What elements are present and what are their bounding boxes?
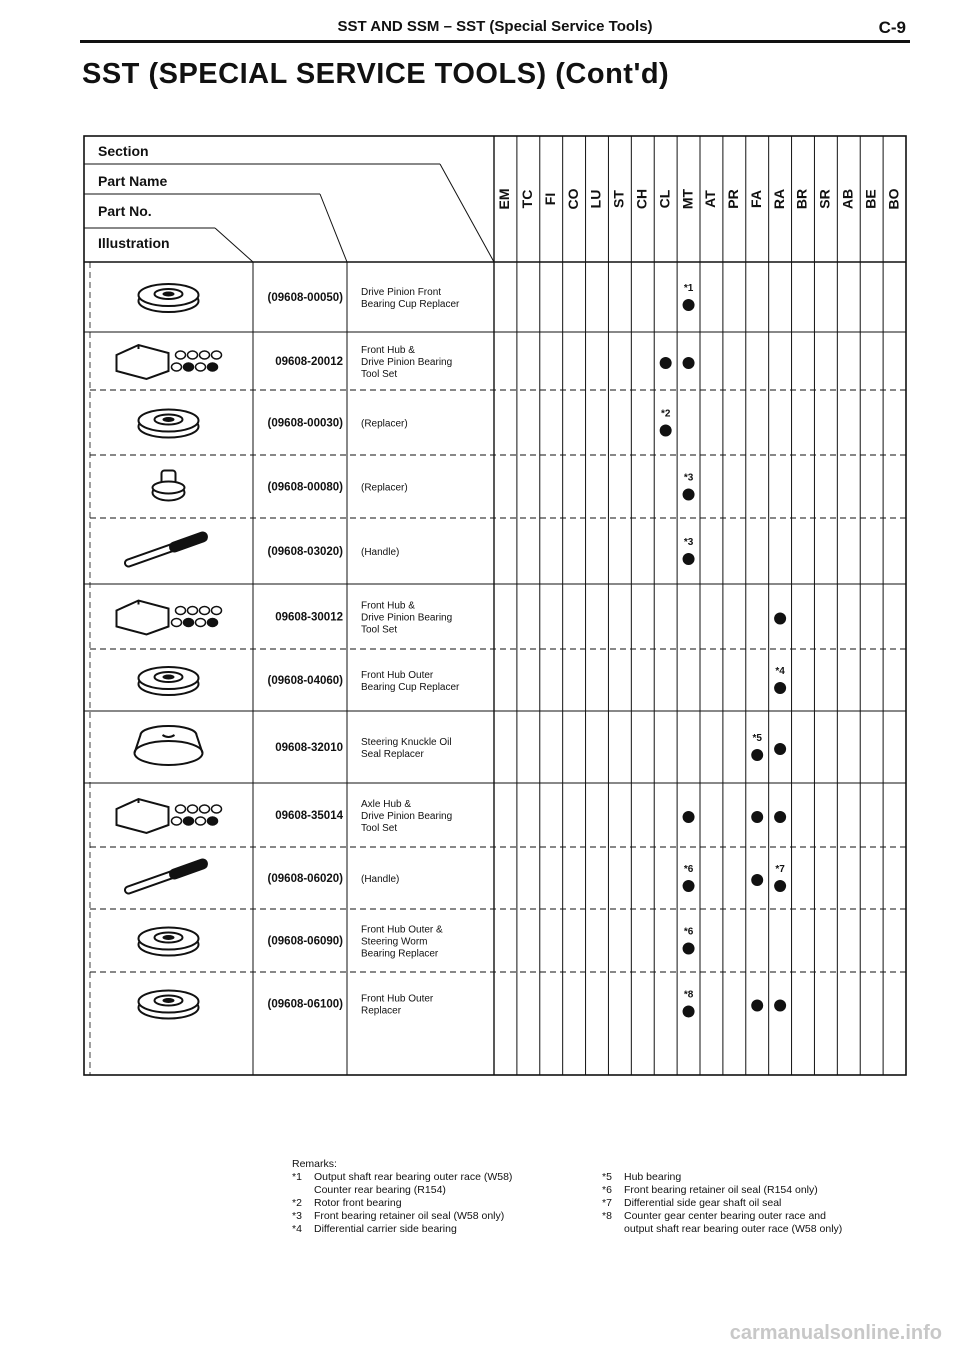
column-label-fa: FA xyxy=(747,190,764,208)
part-name-line: Drive Pinion Bearing xyxy=(361,612,453,624)
part-name-line: Tool Set xyxy=(361,369,398,380)
part-name-line: (Replacer) xyxy=(361,418,408,430)
seal-replacer-icon xyxy=(135,726,203,765)
part-name-line: Front Hub Outer & xyxy=(361,924,443,936)
part-name-line: Bearing Replacer xyxy=(361,948,439,960)
header-diagonal xyxy=(440,164,494,262)
applicability-dot xyxy=(774,743,786,755)
part-name-line: Front Hub & xyxy=(361,345,415,356)
column-label-co: CO xyxy=(564,188,581,210)
header-label-part-no-: Part No. xyxy=(98,203,152,219)
applicability-dot xyxy=(751,811,763,823)
part-number: (09608-04060) xyxy=(267,675,343,687)
applicability-dot xyxy=(751,749,763,761)
part-number: 09608-20012 xyxy=(275,356,343,368)
part-name-line: Bearing Cup Replacer xyxy=(361,299,460,310)
header-rule xyxy=(80,40,910,43)
remark-mark: *7 xyxy=(602,1197,612,1209)
remark-item xyxy=(602,1171,912,1184)
applicability-dot xyxy=(774,880,786,892)
part-name-line: Axle Hub & xyxy=(361,799,412,810)
column-label-sr: SR xyxy=(816,189,833,209)
part-name-line: Drive Pinion Bearing xyxy=(361,357,453,368)
header-diagonal xyxy=(215,228,253,262)
part-number: (09608-00050) xyxy=(267,292,343,304)
remark-item xyxy=(292,1197,602,1210)
part-name-line: Drive Pinion Bearing xyxy=(361,811,453,822)
applicability-dot xyxy=(774,613,786,625)
remark-text: Differential carrier side bearing xyxy=(314,1223,457,1235)
part-name-line: Steering Worm xyxy=(361,936,428,948)
part-number: (09608-06020) xyxy=(267,873,343,885)
remark-item xyxy=(292,1223,602,1236)
tool-set-case-icon xyxy=(117,345,222,379)
applicability-dot xyxy=(660,357,672,369)
remark-text: Front bearing retainer oil seal (W58 only) xyxy=(314,1210,505,1222)
part-name-line: Tool Set xyxy=(361,823,398,834)
remarks-right-column xyxy=(602,1171,912,1236)
part-name-line: Seal Replacer xyxy=(361,749,424,760)
part-name-line: Front Hub Outer xyxy=(361,670,434,681)
running-header xyxy=(80,16,910,38)
header-label-illustration: Illustration xyxy=(98,235,170,251)
mark-note: *1 xyxy=(683,283,694,294)
column-label-tc: TC xyxy=(519,189,536,209)
handle-rod-icon xyxy=(129,537,203,563)
part-name-line: (Handle) xyxy=(361,874,400,885)
applicability-dot xyxy=(751,874,763,886)
remark-text: Counter gear center bearing outer race and output shaft rear bearing outer race (W58 only) xyxy=(624,1210,843,1235)
replacer-cap-icon xyxy=(153,471,185,501)
remark-mark: *2 xyxy=(292,1197,302,1209)
mark-note: *3 xyxy=(683,472,694,484)
remark-mark: *4 xyxy=(292,1223,302,1235)
column-label-at: AT xyxy=(702,190,719,208)
part-number: 09608-30012 xyxy=(275,611,343,624)
applicability-dot xyxy=(683,553,695,565)
remark-text: Output shaft rear bearing outer race (W58) Counter rear bearing (R154) xyxy=(314,1171,513,1196)
mark-note: *7 xyxy=(775,864,785,875)
applicability-dot xyxy=(683,299,695,311)
part-name-line: Steering Knuckle Oil xyxy=(361,737,452,748)
mark-note: *3 xyxy=(683,537,694,548)
page-number: C-9 xyxy=(878,18,906,37)
applicability-dot xyxy=(683,880,695,892)
part-number: (09608-06100) xyxy=(267,998,343,1011)
part-number: (09608-00030) xyxy=(267,417,343,430)
part-name-line: Replacer xyxy=(361,1005,402,1017)
column-label-bo: BO xyxy=(885,188,902,210)
part-number: (09608-06090) xyxy=(267,935,343,948)
column-label-ch: CH xyxy=(633,188,650,210)
column-label-lu: LU xyxy=(587,189,604,209)
remark-text: Rotor front bearing xyxy=(314,1197,402,1209)
applicability-dot xyxy=(774,811,786,823)
column-label-fi: FI xyxy=(541,192,558,206)
mark-note: *4 xyxy=(775,666,785,677)
tool-set-case-icon xyxy=(117,601,222,635)
replacer-disc-icon xyxy=(139,991,199,1019)
remark-item xyxy=(602,1197,912,1210)
remarks-title: Remarks: xyxy=(292,1158,337,1170)
part-number: (09608-03020) xyxy=(267,546,343,558)
header-diagonal xyxy=(320,194,347,262)
mark-note: *5 xyxy=(752,733,762,744)
column-label-be: BE xyxy=(862,189,879,209)
page-title: SST (SPECIAL SERVICE TOOLS) (Cont'd) xyxy=(82,58,670,90)
mark-note: *6 xyxy=(683,864,694,875)
tool-set-case-icon xyxy=(117,799,222,833)
remarks xyxy=(292,1158,912,1236)
mark-note: *6 xyxy=(683,926,694,938)
column-label-cl: CL xyxy=(656,189,673,209)
applicability-dot xyxy=(774,1000,786,1012)
part-number: (09608-00080) xyxy=(267,481,343,494)
mark-note: *2 xyxy=(660,408,671,420)
remark-text: Differential side gear shaft oil seal xyxy=(624,1197,782,1209)
handle-rod-icon xyxy=(129,864,203,890)
header-label-section: Section xyxy=(98,143,149,159)
header-section-line: SST AND SSM – SST (Special Service Tools) xyxy=(337,18,653,35)
remark-item xyxy=(602,1184,912,1197)
remark-mark: *3 xyxy=(292,1210,302,1222)
part-name-line: Drive Pinion Front xyxy=(361,287,442,298)
remarks-left-column xyxy=(292,1171,602,1236)
part-name-line: Front Hub Outer xyxy=(361,993,434,1005)
replacer-disc-icon xyxy=(139,928,199,956)
header-label-part-name: Part Name xyxy=(98,173,168,189)
part-name-line: Bearing Cup Replacer xyxy=(361,682,460,693)
replacer-disc-icon xyxy=(139,410,199,438)
part-number: 09608-32010 xyxy=(275,742,343,754)
column-label-ra: RA xyxy=(770,188,787,210)
column-label-pr: PR xyxy=(725,189,742,209)
remark-item xyxy=(292,1210,602,1223)
part-name-line: Tool Set xyxy=(361,624,398,636)
applicability-dot xyxy=(683,943,695,955)
part-name-line: (Replacer) xyxy=(361,482,408,494)
table-frame xyxy=(84,136,906,1075)
applicability-dot xyxy=(683,357,695,369)
part-number: 09608-35014 xyxy=(275,810,343,822)
remark-item xyxy=(292,1171,602,1197)
applicability-dot xyxy=(774,682,786,694)
remark-mark: *6 xyxy=(602,1184,612,1196)
part-name-line: (Handle) xyxy=(361,547,400,558)
column-label-st: ST xyxy=(610,190,627,208)
bearing-cup-replacer-icon xyxy=(139,284,199,312)
part-name-line: Front Hub & xyxy=(361,600,415,612)
applicability-dot xyxy=(683,1006,695,1018)
mark-note: *8 xyxy=(683,989,694,1001)
remark-mark: *8 xyxy=(602,1210,612,1222)
column-label-mt: MT xyxy=(679,188,696,210)
column-label-br: BR xyxy=(793,188,810,210)
remark-mark: *5 xyxy=(602,1171,612,1183)
applicability-dot xyxy=(660,425,672,437)
remark-text: Front bearing retainer oil seal (R154 only) xyxy=(624,1184,818,1196)
watermark: carmanualsonline.info xyxy=(729,1322,942,1344)
applicability-dot xyxy=(751,1000,763,1012)
applicability-dot xyxy=(683,811,695,823)
column-label-ab: AB xyxy=(839,188,856,210)
applicability-dot xyxy=(683,489,695,501)
remark-mark: *1 xyxy=(292,1171,302,1183)
remark-item xyxy=(602,1210,912,1236)
bearing-cup-replacer-icon xyxy=(139,667,199,695)
remark-text: Hub bearing xyxy=(624,1171,682,1183)
column-label-em: EM xyxy=(496,188,513,210)
